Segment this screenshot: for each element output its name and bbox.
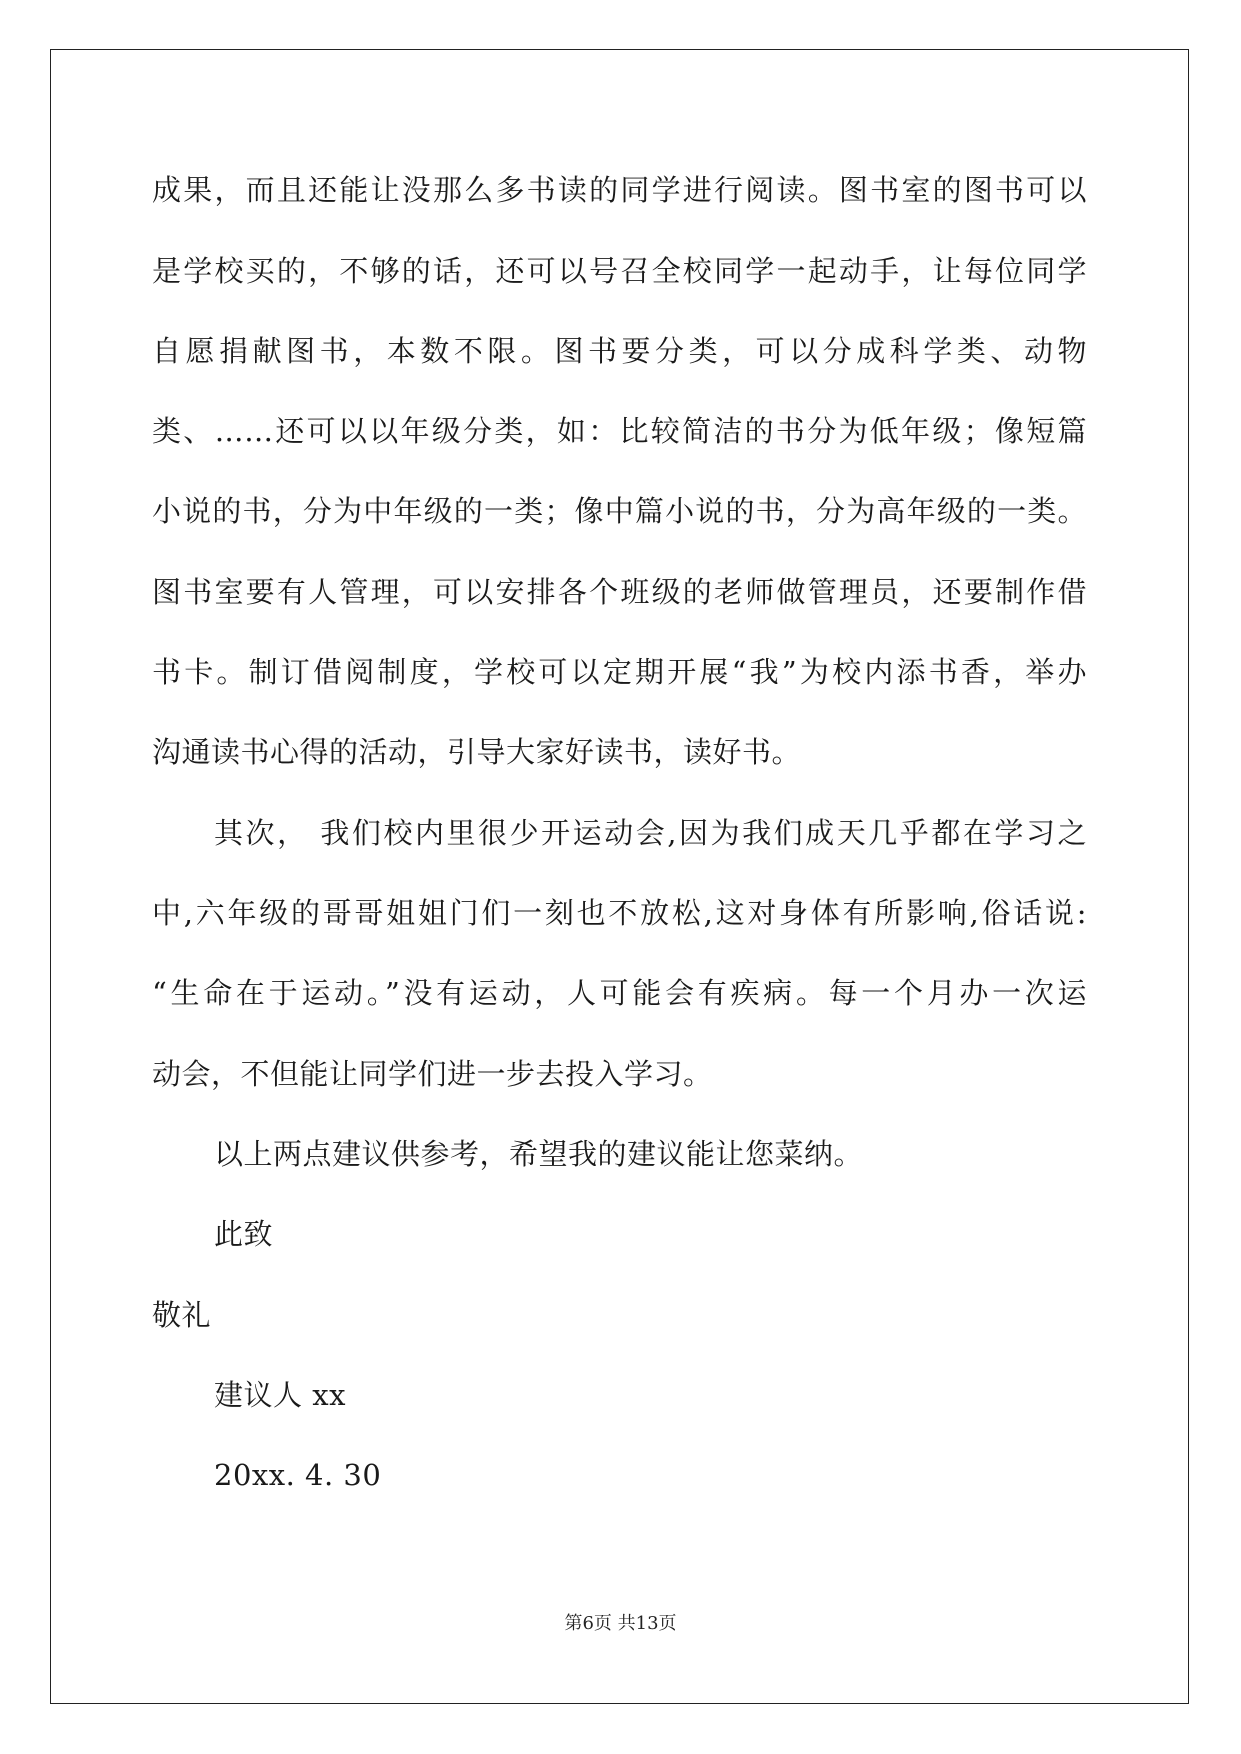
paragraph-line: 图书室要有人管理，可以安排各个班级的老师做管理员，还要制作借 bbox=[152, 575, 1087, 609]
paragraph-line: 成果，而且还能让没那么多书读的同学进行阅读。图书室的图书可以 bbox=[152, 173, 1087, 207]
paragraph-line: 中,六年级的哥哥姐姐门们一刻也不放松,这对身体有所影响,俗话说: bbox=[152, 896, 1087, 930]
closing-salutation: 此致 bbox=[214, 1217, 274, 1251]
page-number-footer: 第6页 共13页 bbox=[564, 1613, 677, 1634]
paragraph-line: 书卡。制订借阅制度，学校可以定期开展“我”为校内添书香，举办 bbox=[152, 655, 1087, 689]
paragraph-line: 类、……还可以以年级分类，如：比较简洁的书分为低年级；像短篇 bbox=[152, 414, 1087, 448]
paragraph-line: 动会，不但能让同学们进一步去投入学习。 bbox=[152, 1057, 713, 1091]
signature-line: 建议人 xx bbox=[214, 1378, 346, 1412]
paragraph-line: 自愿捐献图书，本数不限。图书要分类，可以分成科学类、动物 bbox=[152, 334, 1087, 368]
paragraph-line: “生命在于运动。”没有运动，人可能会有疾病。每一个月办一次运 bbox=[152, 976, 1087, 1010]
date-line: 20xx. 4. 30 bbox=[214, 1458, 382, 1492]
paragraph-line: 是学校买的，不够的话，还可以号召全校同学一起动手，让每位同学 bbox=[152, 254, 1087, 288]
paragraph-line: 沟通读书心得的活动，引导大家好读书，读好书。 bbox=[152, 735, 802, 769]
paragraph-line: 其次， 我们校内里很少开运动会,因为我们成天几乎都在学习之 bbox=[214, 816, 1087, 850]
paragraph-line: 以上两点建议供参考，希望我的建议能让您菜纳。 bbox=[214, 1137, 864, 1171]
paragraph-line: 小说的书，分为中年级的一类；像中篇小说的书，分为高年级的一类。 bbox=[152, 494, 1087, 528]
closing-respect: 敬礼 bbox=[152, 1298, 212, 1332]
